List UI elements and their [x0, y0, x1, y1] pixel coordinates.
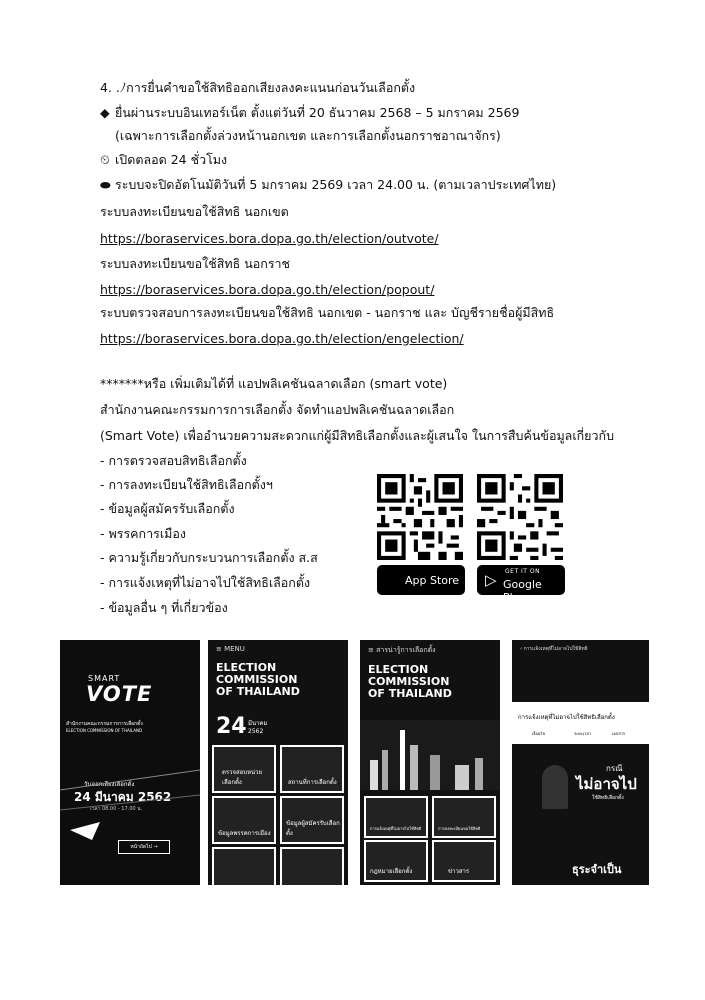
s4-person-figure [542, 765, 568, 809]
s1-vote: VOTE [86, 682, 153, 706]
reg-out-link[interactable]: https://boraservices.bora.dopa.go.th/election/outvote/ [100, 231, 439, 246]
s2-title-line1: ELECTION [216, 661, 277, 674]
note-line: (เฉพาะการเลือกตั้งล่วงหน้านอกเขต และการเลือกตั้งนอกราชอาณาจักร) [115, 128, 501, 143]
s2-month: มีนาคม [248, 720, 268, 727]
s4-white-panel [512, 702, 649, 744]
s2-tile-location[interactable] [280, 745, 344, 793]
open-line [100, 152, 227, 168]
close-line [100, 177, 556, 193]
s2-tile-more-1[interactable] [212, 847, 276, 885]
clock-icon: ⏲ [100, 152, 110, 167]
open-text: เปิดตลอด 24 ชั่วโมง [115, 152, 228, 167]
s1-date: 24 มีนาคม 2562 [74, 790, 172, 804]
google-play-small: GET IT ON [505, 568, 541, 575]
smartvote-line1: *******หรือ เพิ่มเติมได้ที่ แอปพลิเคชันฉลาดเลือก (smart vote) [100, 376, 448, 391]
s1-decor [60, 750, 200, 850]
s3-hdr: สารน่ารู้การเลือกตั้ง [376, 646, 436, 654]
s3-tile-register[interactable] [432, 796, 496, 838]
s2-tile2-label: สถานที่การเลือกตั้ง [288, 779, 337, 786]
reg-pop-label: ระบบลงทะเบียนขอใช้สิทธิ นอกราช [100, 256, 291, 271]
s2-title-line3: OF THAILAND [216, 685, 300, 698]
s3-tile-news[interactable] [432, 840, 496, 882]
s1-org-th: สำนักงานคณะกรรมการการเลือกตั้ง [66, 721, 143, 727]
list-item: - ข้อมูลอื่น ๆ ที่เกี่ยวข้อง [100, 600, 228, 615]
s3-tile2-label: การลงทะเบียนขอใช้สิทธิ [438, 826, 481, 831]
check-label: ระบบตรวจสอบการลงทะเบียนขอใช้สิทธิ นอกเขต - นอกราช และ บัญชีรายชื่อผู้มีสิทธิ [100, 305, 555, 320]
stop-icon: ⬬ [100, 177, 111, 192]
smartvote-line3: (Smart Vote) เพื่ออำนวยความสะดวกแก่ผู้มีสิทธิเลือกตั้งและผู้เสนใจ ในการสืบค้นข้อมูลเกี่ยวกับ [100, 428, 615, 443]
app-store-badge[interactable] [377, 565, 465, 595]
section-heading: 4. .ﾉการยื่นคำขอใช้สิทธิออกเสียงลงคะแนนก่อนวันเลือกตั้ง [100, 80, 416, 95]
s4-title: การแจ้งเหตุที่ไม่อาจไปใช้สิทธิเลือกตั้ง [518, 714, 615, 721]
s3-title-line2: COMMISSION [368, 675, 450, 688]
s2-tile-check-unit[interactable] [212, 745, 276, 793]
list-item: - การตรวจสอบสิทธิเลือกตั้ง [100, 453, 247, 468]
screenshot-smartvote-splash [60, 640, 200, 885]
reg-pop-link[interactable]: https://boraservices.bora.dopa.go.th/election/popout/ [100, 282, 435, 297]
s1-org-en: ELECTION COMMISSION OF THAILAND [66, 728, 143, 733]
qr-code-googleplay[interactable] [477, 474, 563, 560]
list-item: - ข้อมูลผู้สมัครรับเลือกตั้ง [100, 501, 235, 516]
s4-use: ใช้สิทธิเลือกตั้ง [592, 795, 624, 801]
s3-tile3-label: กฎหมายเลือกตั้ง [370, 868, 413, 875]
screenshot-news [360, 640, 500, 885]
play-icon: ▷ [485, 571, 497, 589]
s1-next-button[interactable]: หน้าถัดไป → [118, 840, 170, 854]
s3-tile-law[interactable] [364, 840, 428, 882]
google-play-badge[interactable] [477, 565, 565, 604]
screenshot-menu [208, 640, 348, 885]
s2-header: ≡ MENU [216, 645, 245, 653]
s1-next-label: หน้าถัดไป [130, 844, 152, 850]
close-text: ระบบจะปิดอัตโนมัติวันที่ 5 มกราคม 2569 เวลา 24.00 น. (ตามเวลาประเทศไทย) [115, 177, 557, 192]
s3-title-line3: OF THAILAND [368, 687, 452, 700]
reg-out-label: ระบบลงทะเบียนขอใช้สิทธิ นอกเขต [100, 204, 289, 219]
list-item: - ความรู้เกี่ยวกับกระบวนการเลือกตั้ง ส.ส [100, 550, 318, 565]
s2-tile-candidates[interactable] [280, 796, 344, 844]
s4-hdr: การแจ้งเหตุที่ไม่อาจไปใช้สิทธิ [523, 646, 588, 652]
app-store-label: App Store [405, 574, 460, 587]
s3-title-line1: ELECTION [368, 663, 429, 676]
s2-tile4-label: ข้อมูลผู้สมัครรับเลือกตั้ง [286, 820, 340, 837]
list-item: - การแจ้งเหตุที่ไม่อาจไปใช้สิทธิเลือกตั้ง [100, 575, 311, 590]
s3-title [368, 664, 452, 700]
s1-time: เวลา 08.00 - 17.00 น. [90, 806, 143, 812]
submit-line [100, 105, 519, 121]
s4-cannot: ไม่อาจไป [576, 775, 637, 793]
s2-menu: MENU [224, 645, 245, 653]
s4-header: ‹ การแจ้งเหตุที่ไม่อาจไปใช้สิทธิ [520, 646, 588, 652]
s3-tile1-label: การแจ้งเหตุที่ไม่อาจไปใช้สิทธิ [370, 826, 422, 831]
s2-title-line2: COMMISSION [216, 673, 298, 686]
s4-tab-period[interactable]: ระยะเวลา [574, 731, 592, 736]
s1-smart: SMART [88, 674, 121, 683]
submit-text: ยื่นผ่านระบบอินเทอร์เน็ต ตั้งแต่วันที่ 20 ธันวาคม 2568 – 5 มกราคม 2569 [115, 105, 520, 120]
s2-tile-more-2[interactable] [280, 847, 344, 885]
s4-tab-documents[interactable]: เอกสาร [612, 731, 626, 736]
s2-day: 24 [216, 714, 247, 739]
qr-code-appstore[interactable] [377, 474, 463, 560]
google-play-label: Google Play [503, 578, 542, 604]
s4-case: กรณี [606, 764, 623, 773]
list-item: - พรรคการเมือง [100, 526, 186, 541]
check-link[interactable]: https://boraservices.bora.dopa.go.th/election/engelection/ [100, 331, 464, 346]
s2-tile-parties[interactable] [212, 796, 276, 844]
list-item: - การลงทะเบียนใช้สิทธิเลือกตั้งฯ [100, 477, 273, 492]
s2-tile3-label: ข้อมูลพรรคการเมือง [218, 830, 271, 837]
s3-tile-report[interactable] [364, 796, 428, 838]
s2-year: 2562 [248, 728, 264, 735]
s4-tab-conditions[interactable]: เงื่อนไข [532, 731, 546, 736]
screenshot-notify [512, 640, 649, 885]
s4-needed: ธุระจำเป็น [572, 863, 622, 876]
s3-city-image [360, 720, 500, 790]
diamond-icon: ◆ [100, 105, 110, 120]
s2-title [216, 662, 300, 698]
smartvote-line2: สำนักงานคณะกรรมการการเลือกตั้ง จัดทำแอปพลิเคชันฉลาดเลือก [100, 402, 455, 417]
s3-tile4-label: ข่าวสาร [448, 868, 470, 875]
s1-day-label: วันออกเสียงเลือกตั้ง [84, 781, 135, 788]
s3-header: ≡ สารน่ารู้การเลือกตั้ง [368, 646, 436, 654]
s2-tile1-label: ตรวจสอบหน่วยเลือกตั้ง [222, 769, 263, 786]
